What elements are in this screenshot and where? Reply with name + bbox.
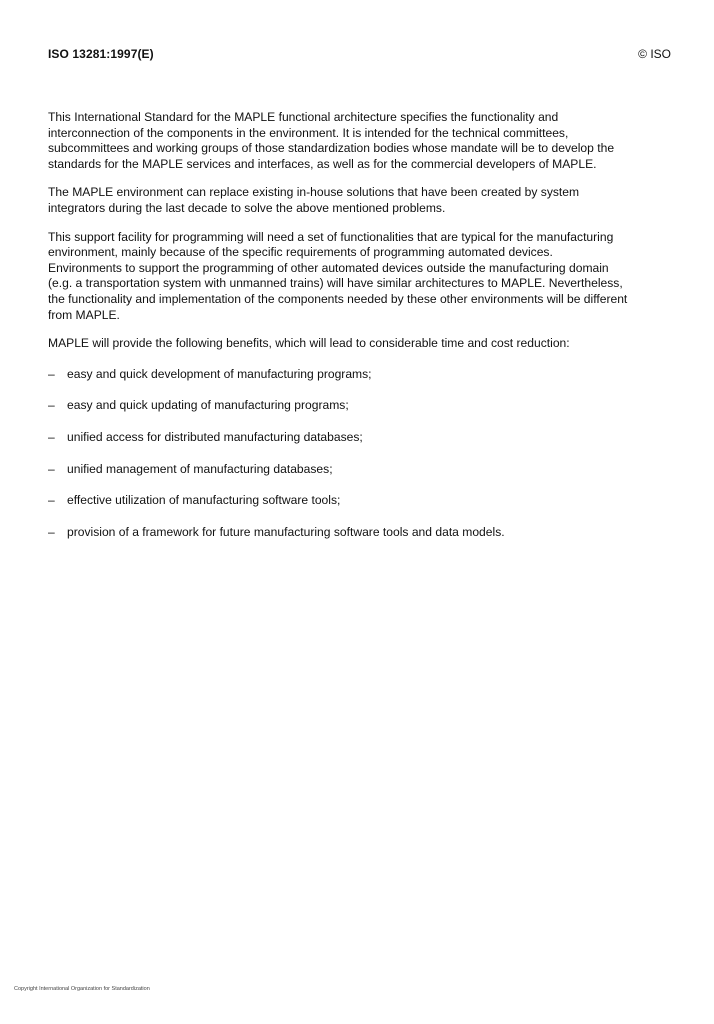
document-id: ISO 13281:1997(E): [48, 47, 154, 61]
paragraph-support-facility: This support facility for programming will need a set of functionalities that are typical for the manufacturing environment, mainly because of the specific requirements of programming automated devices. Environments to support the programming of other automated devices outside the manufacturing domain (e.g. a transportation system with unmanned trains) will have similar architectures to MAPLE. Nevertheless, the functionality and implementation of the components needed by these other environments will be different from MAPLE.: [48, 229, 628, 322]
footer-copyright: Copyright International Organization for Standardization: [14, 986, 150, 992]
paragraph-replacement: The MAPLE environment can replace existing in-house solutions that have been created by system integrators during the last decade to solve the above mentioned problems.: [48, 185, 580, 215]
copyright-mark: © ISO: [638, 47, 671, 61]
list-dash: –: [48, 524, 55, 539]
list-item-text: effective utilization of manufacturing software tools;: [67, 493, 341, 508]
list-item: [48, 462, 630, 478]
list-item-text: unified access for distributed manufacturing databases;: [67, 429, 363, 444]
paragraph-scope: This International Standard for the MAPLE functional architecture specifies the functionality and interconnection of the components in the environment. It is intended for the technical committees, subcommittees and working groups of those standardization bodies whose mandate will be to develop the standards for the MAPLE services and interfaces, as well as for the commercial developers of MAPLE.: [48, 110, 615, 171]
list-dash: –: [48, 493, 55, 508]
list-item: [48, 493, 630, 509]
list-dash: –: [48, 398, 55, 413]
list-dash: –: [48, 461, 55, 476]
benefits-list: [48, 367, 630, 541]
list-item-text: easy and quick updating of manufacturing programs;: [67, 398, 349, 413]
document-body: [48, 110, 630, 556]
list-item-text: provision of a framework for future manufacturing software tools and data models.: [67, 524, 505, 539]
list-item-text: unified management of manufacturing databases;: [67, 461, 333, 476]
list-dash: –: [48, 366, 55, 381]
list-item: [48, 430, 630, 446]
paragraph-benefits-intro: MAPLE will provide the following benefits, which will lead to considerable time and cost reduction:: [48, 336, 570, 351]
list-item: [48, 525, 630, 541]
list-item: [48, 367, 630, 383]
list-item-text: easy and quick development of manufacturing programs;: [67, 366, 372, 381]
list-dash: –: [48, 429, 55, 444]
list-item: [48, 398, 630, 414]
